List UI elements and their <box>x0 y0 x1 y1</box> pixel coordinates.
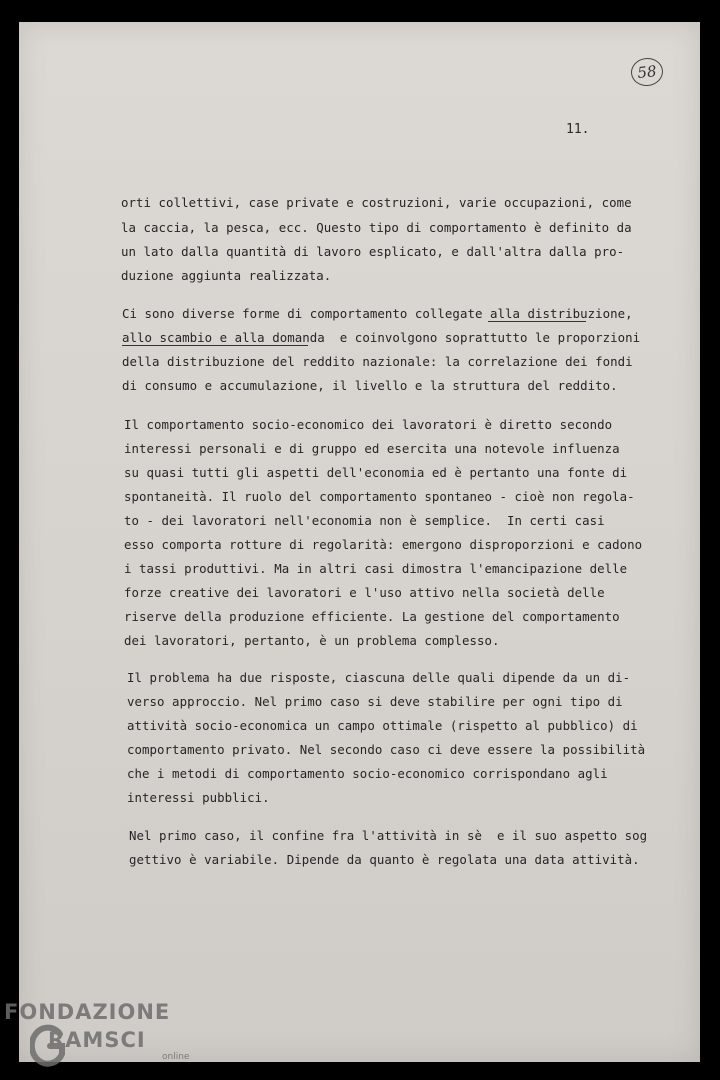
text-line: su quasi tutti gli aspetti dell'economia ed è pertanto una fonte di <box>124 465 628 480</box>
fondazione-gramsci-logo <box>4 1000 194 1076</box>
text-line: Il problema ha due risposte, ciascuna delle quali dipende da un di- <box>127 670 631 685</box>
text-line: della distribuzione del reddito nazionale: la correlazione dei fondi <box>122 354 633 369</box>
text-line: to - dei lavoratori nell'economia non è semplice. In certi casi <box>124 513 605 528</box>
text-line: attività socio-economica un campo ottimale (rispetto al pubblico) di <box>127 718 638 733</box>
logo-text-line1: FONDAZIONE <box>4 1000 171 1024</box>
text-line: riserve della produzione efficiente. La gestione del comportamento <box>124 609 620 624</box>
text-line: i tassi produttivi. Ma in altri casi dimostra l'emancipazione delle <box>124 561 628 576</box>
underline-distribuzione <box>488 321 586 322</box>
text-line: un lato dalla quantità di lavoro esplicato, e dall'altra dalla pro- <box>121 244 625 259</box>
text-line-underlined-start: allo scambio e alla domanda e coinvolgono soprattutto le proporzioni <box>122 330 641 345</box>
text-line: di consumo e accumulazione, il livello e la struttura del reddito. <box>122 378 618 393</box>
underline-scambio-domanda <box>122 345 308 346</box>
text-line: gettivo è variabile. Dipende da quanto è regolata una data attività. <box>129 852 640 867</box>
archive-folio-stamp: 58 <box>630 56 665 87</box>
text-line: Nel primo caso, il confine fra l'attività in sè e il suo aspetto sog <box>129 828 648 843</box>
text-line: duzione aggiunta realizzata. <box>121 268 332 283</box>
text-line: Il comportamento socio-economico dei lavoratori è diretto secondo <box>124 417 613 432</box>
text-line: spontaneità. Il ruolo del comportamento spontaneo - cioè non regola- <box>124 489 635 504</box>
text-line: forze creative dei lavoratori e l'uso attivo nella società delle <box>124 585 605 600</box>
text-line: dei lavoratori, pertanto, è un problema complesso. <box>124 633 500 648</box>
text-line: interessi pubblici. <box>127 790 270 805</box>
text-line-underlined-end: Ci sono diverse forme di comportamento collegate alla distribuzione, <box>122 306 633 321</box>
text-line: interessi personali e di gruppo ed esercita una notevole influenza <box>124 441 620 456</box>
text-line: esso comporta rotture di regolarità: emergono disproporzioni e cadono <box>124 537 643 552</box>
text-line: che i metodi di comportamento socio-economico corrispondano agli <box>127 766 608 781</box>
logo-online-suffix: online <box>162 1052 190 1062</box>
text-line: verso approccio. Nel primo caso si deve stabilire per ogni tipo di <box>127 694 623 709</box>
text-line: la caccia, la pesca, ecc. Questo tipo di comportamento è definito da <box>121 220 632 235</box>
logo-text-line2: RAMSCI <box>48 1028 146 1052</box>
text-line: orti collettivi, case private e costruzioni, varie occupazioni, come <box>121 195 632 210</box>
page-number: 11. <box>566 122 590 137</box>
text-line: comportamento privato. Nel secondo caso ci deve essere la possibilità <box>127 742 646 757</box>
